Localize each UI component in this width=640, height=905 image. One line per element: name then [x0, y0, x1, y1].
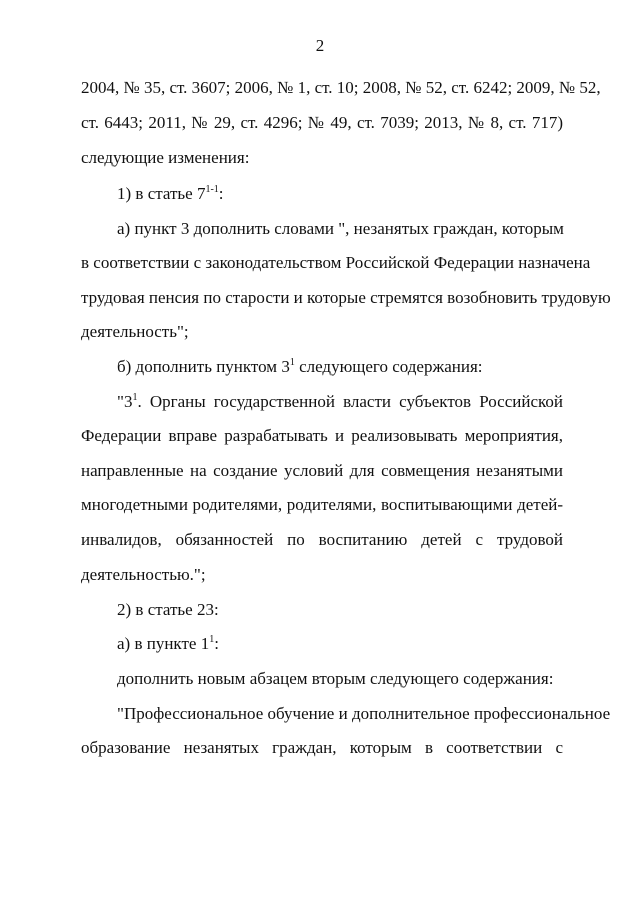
text-line: инвалидов, обязанностей по воспитанию детей с трудовой: [81, 530, 563, 549]
text-line: трудовая пенсия по старости и которые стремятся возобновить трудовую: [81, 288, 611, 307]
text-line: образование незанятых граждан, которым в соответствии с: [81, 738, 563, 757]
text-line: деятельностью.";: [81, 565, 206, 584]
page-number: 2: [315, 36, 325, 55]
text-line: деятельность";: [81, 322, 189, 341]
list-item-1: 1) в статье 7$^{1-1}$:: [117, 184, 224, 203]
text-line: ст. 6443; 2011, № 29, ст. 4296; № 49, ст. 7039; 2013, № 8, ст. 717): [81, 113, 563, 132]
text-line: "Профессиональное обучение и дополнительное профессиональное: [117, 704, 611, 723]
text-line: многодетными родителями, родителями, воспитывающими детей-: [81, 495, 563, 514]
list-item-a: а) в пункте $1^1$:: [117, 634, 219, 653]
text-line: 2004, № 35, ст. 3607; 2006, № 1, ст. 10; 2008, № 52, ст. 6242; 2009, № 52,: [81, 78, 601, 97]
text-line: следующие изменения:: [81, 148, 250, 167]
list-item-2: 2) в статье 23:: [117, 600, 219, 619]
text-line: "$3^1$. Органы государственной власти субъектов Российской: [117, 392, 563, 411]
text-line: направленные на создание условий для совмещения незанятыми: [81, 461, 563, 480]
text-line: в соответствии с законодательством Российской Федерации назначена: [81, 253, 591, 272]
text-line: а) пункт 3 дополнить словами ", незанятых граждан, которым: [117, 219, 564, 238]
text-line: дополнить новым абзацем вторым следующего содержания:: [117, 669, 554, 688]
text-line: Федерации вправе разрабатывать и реализовывать мероприятия,: [81, 426, 563, 445]
list-item-b: б) дополнить пунктом $3^1$ следующего содержания:: [117, 357, 483, 376]
